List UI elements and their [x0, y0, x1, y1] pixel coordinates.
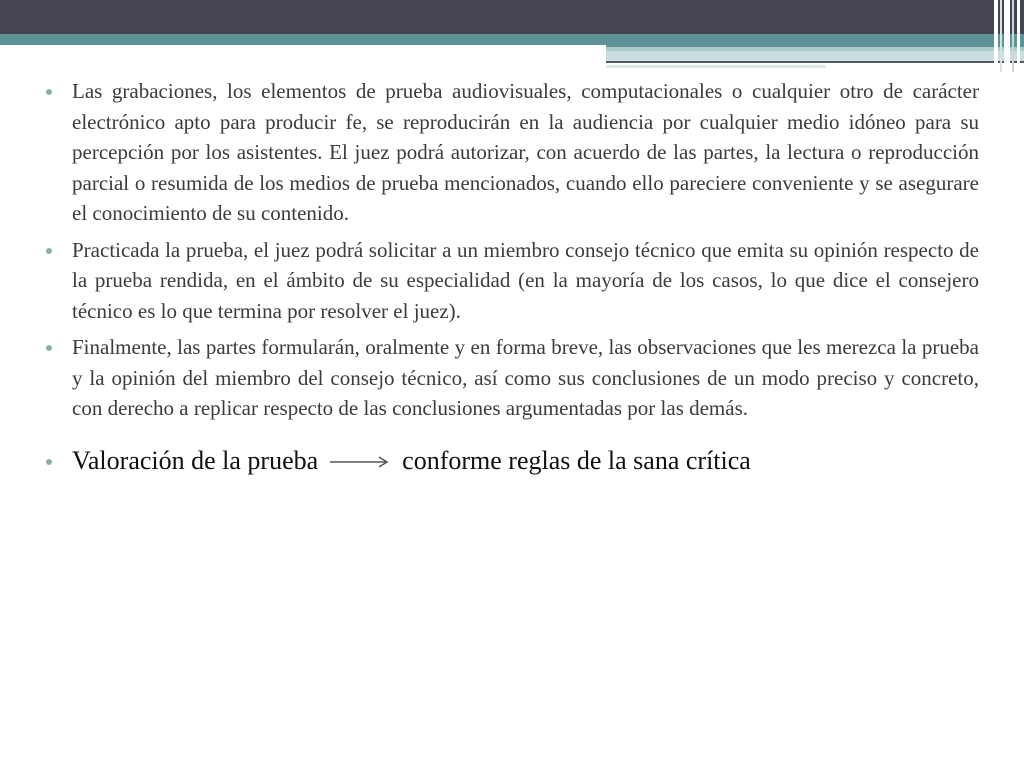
bullet-practicada-prueba: Practicada la prueba, el juez podrá solicitar a un miembro consejo técnico que emita su opinión respecto de la prueba rendida, en el ámbito de su especialidad (en la mayoría de los casos, lo que dice el consejero técnico es lo que termina por resolver el juez).: [43, 235, 979, 327]
header-white-notch: [0, 45, 606, 51]
valoracion-label: Valoración de la prueba: [72, 445, 319, 475]
bullet-finalmente: Finalmente, las partes formularán, oralmente y en forma breve, las observaciones que les merezca la prueba y la opinión del miembro del consejo técnico, así como sus conclusiones de un modo preciso y concreto, con derecho a replicar respecto de las conclusiones argumentadas por las demás.: [43, 332, 979, 424]
header-thin-dark-line: [606, 61, 1024, 63]
header-dark-band: [0, 0, 1024, 34]
bullet-grabaciones: Las grabaciones, los elementos de prueba audiovisuales, computacionales o cualquier otro de carácter electrónico apto para producir fe, se reproducirán en la audiencia por cualquier medio idóneo para su percepción por los asistentes. El juez podrá autorizar, con acuerdo de las partes, la lectura o reproducción parcial o resumida de los medios de prueba mencionados, cuando ello pareciere conveniente y se asegurare el conocimiento de su contenido.: [43, 76, 979, 229]
header-vertical-stripes: [990, 0, 1024, 72]
header-thin-light-line: [606, 65, 826, 68]
header-light-band: [606, 51, 1024, 61]
bullet-valoracion: [43, 444, 979, 478]
slide-content: [43, 76, 979, 484]
sana-critica-label: conforme reglas de la sana crítica: [402, 445, 751, 475]
right-arrow-icon: [328, 442, 392, 468]
